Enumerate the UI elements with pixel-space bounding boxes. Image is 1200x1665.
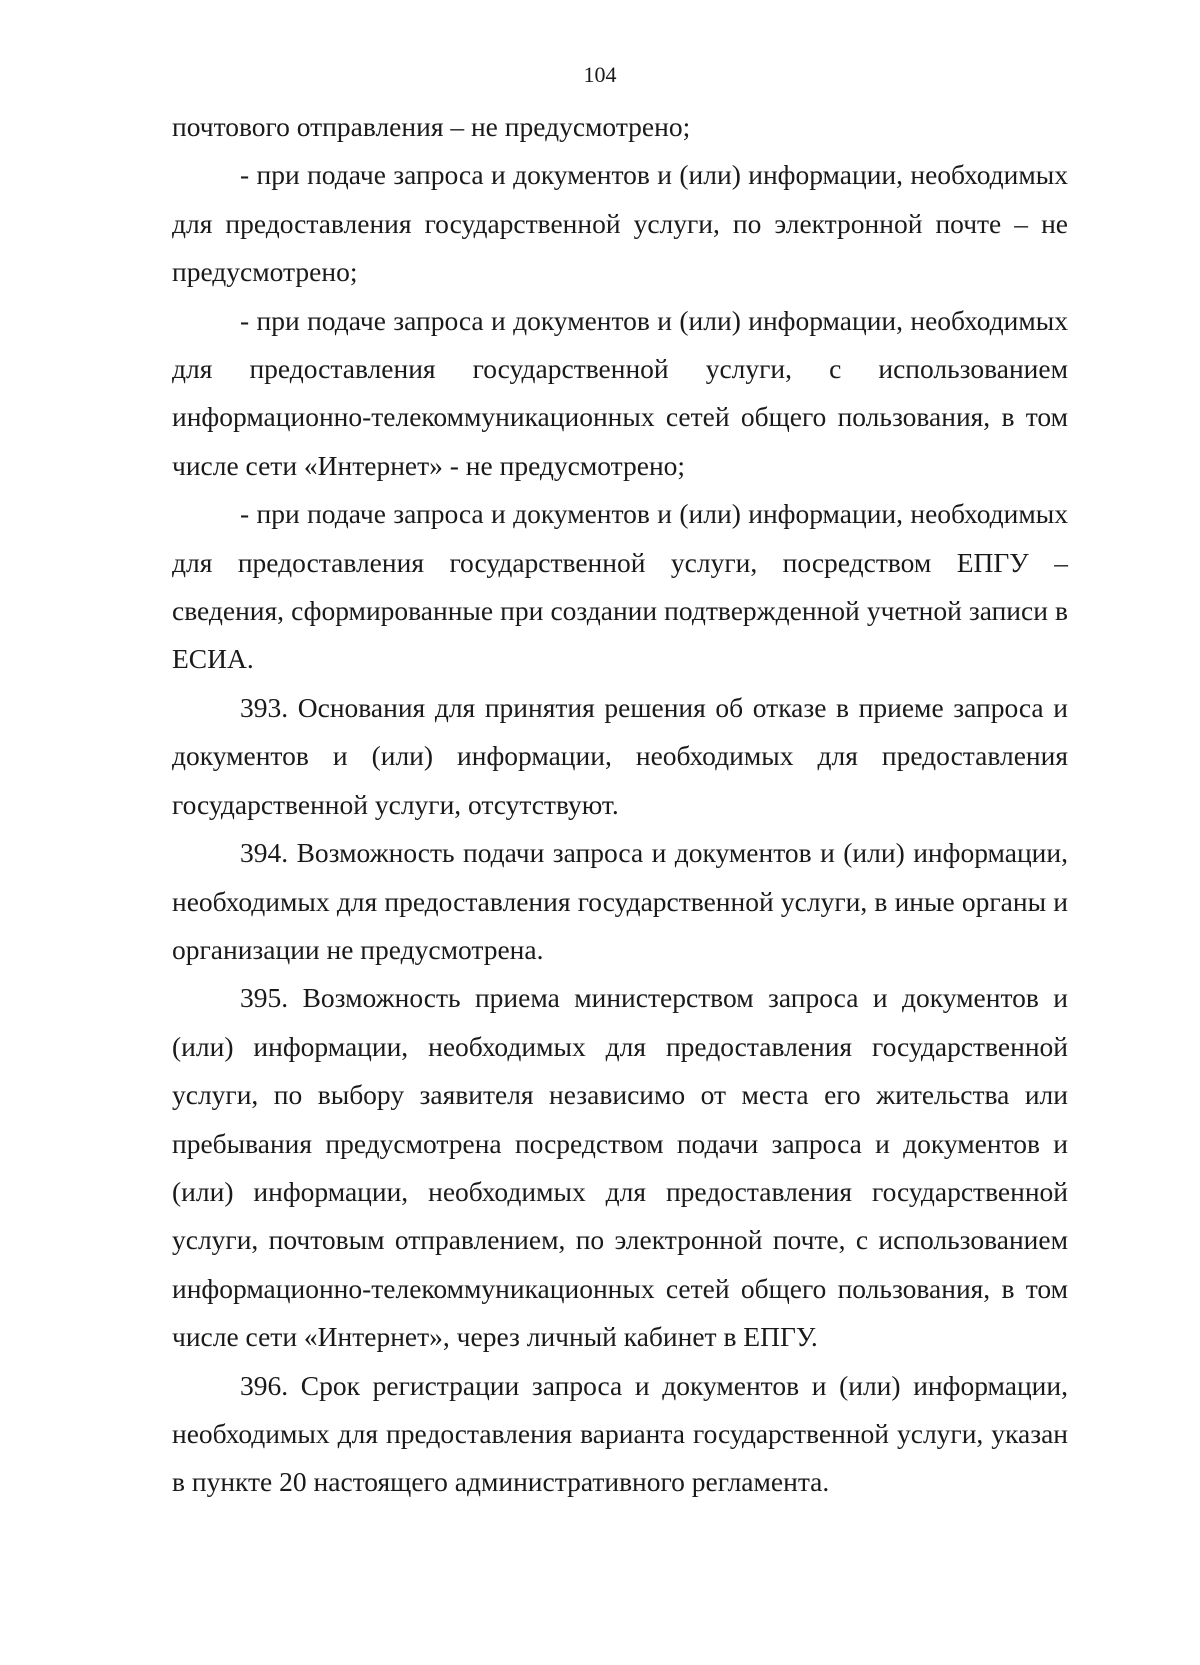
paragraph-epgu-submission: - при подаче запроса и документов и (или) информации, необходимых для предоставления государственной услуги, посредством ЕПГУ – сведения, сформированные при создании подтвержденной учетной записи в ЕСИА. — [172, 498, 1068, 675]
document-body — [172, 103, 1068, 1507]
paragraph-394: 394. Возможность подачи запроса и документов и (или) информации, необходимых для предоставления государственной услуги, в иные органы и организации не предусмотрена. — [172, 837, 1068, 965]
paragraph-internet-submission: - при подаче запроса и документов и (или) информации, необходимых для предоставления государственной услуги, с использованием информационно-телекоммуникационных сетей общего пользования, в том числе сети «Интернет» - не предусмотрено; — [172, 304, 1068, 481]
paragraph-393: 393. Основания для принятия решения об отказе в приеме запроса и документов и (или) информации, необходимых для предоставления государственной услуги, отсутствуют. — [172, 691, 1068, 820]
paragraph-396: 396. Срок регистрации запроса и документов и (или) информации, необходимых для предоставления варианта государственной услуги, указан в пункте 20 настоящего административного регламента. — [172, 1369, 1068, 1498]
paragraph-email-submission: - при подаче запроса и документов и (или) информации, необходимых для предоставления государственной услуги, по электронной почте – не предусмотрено; — [172, 159, 1068, 288]
paragraph-continuation: почтового отправления – не предусмотрено; — [172, 111, 691, 142]
paragraph-395: 395. Возможность приема министерством запроса и документов и (или) информации, необходимых для предоставления государственной услуги, по выбору заявителя независимо от места его жительства или пребывания предусмотрена посредством подачи запроса и документов и (или) информации, необходимых для предоставления государственной услуги, почтовым отправлением, по электронной почте, с использованием информационно-телекоммуникационных сетей общего пользования, в том числе сети «Интернет», через личный кабинет в ЕПГУ. — [172, 982, 1068, 1353]
page-number: 104 — [583, 62, 617, 87]
